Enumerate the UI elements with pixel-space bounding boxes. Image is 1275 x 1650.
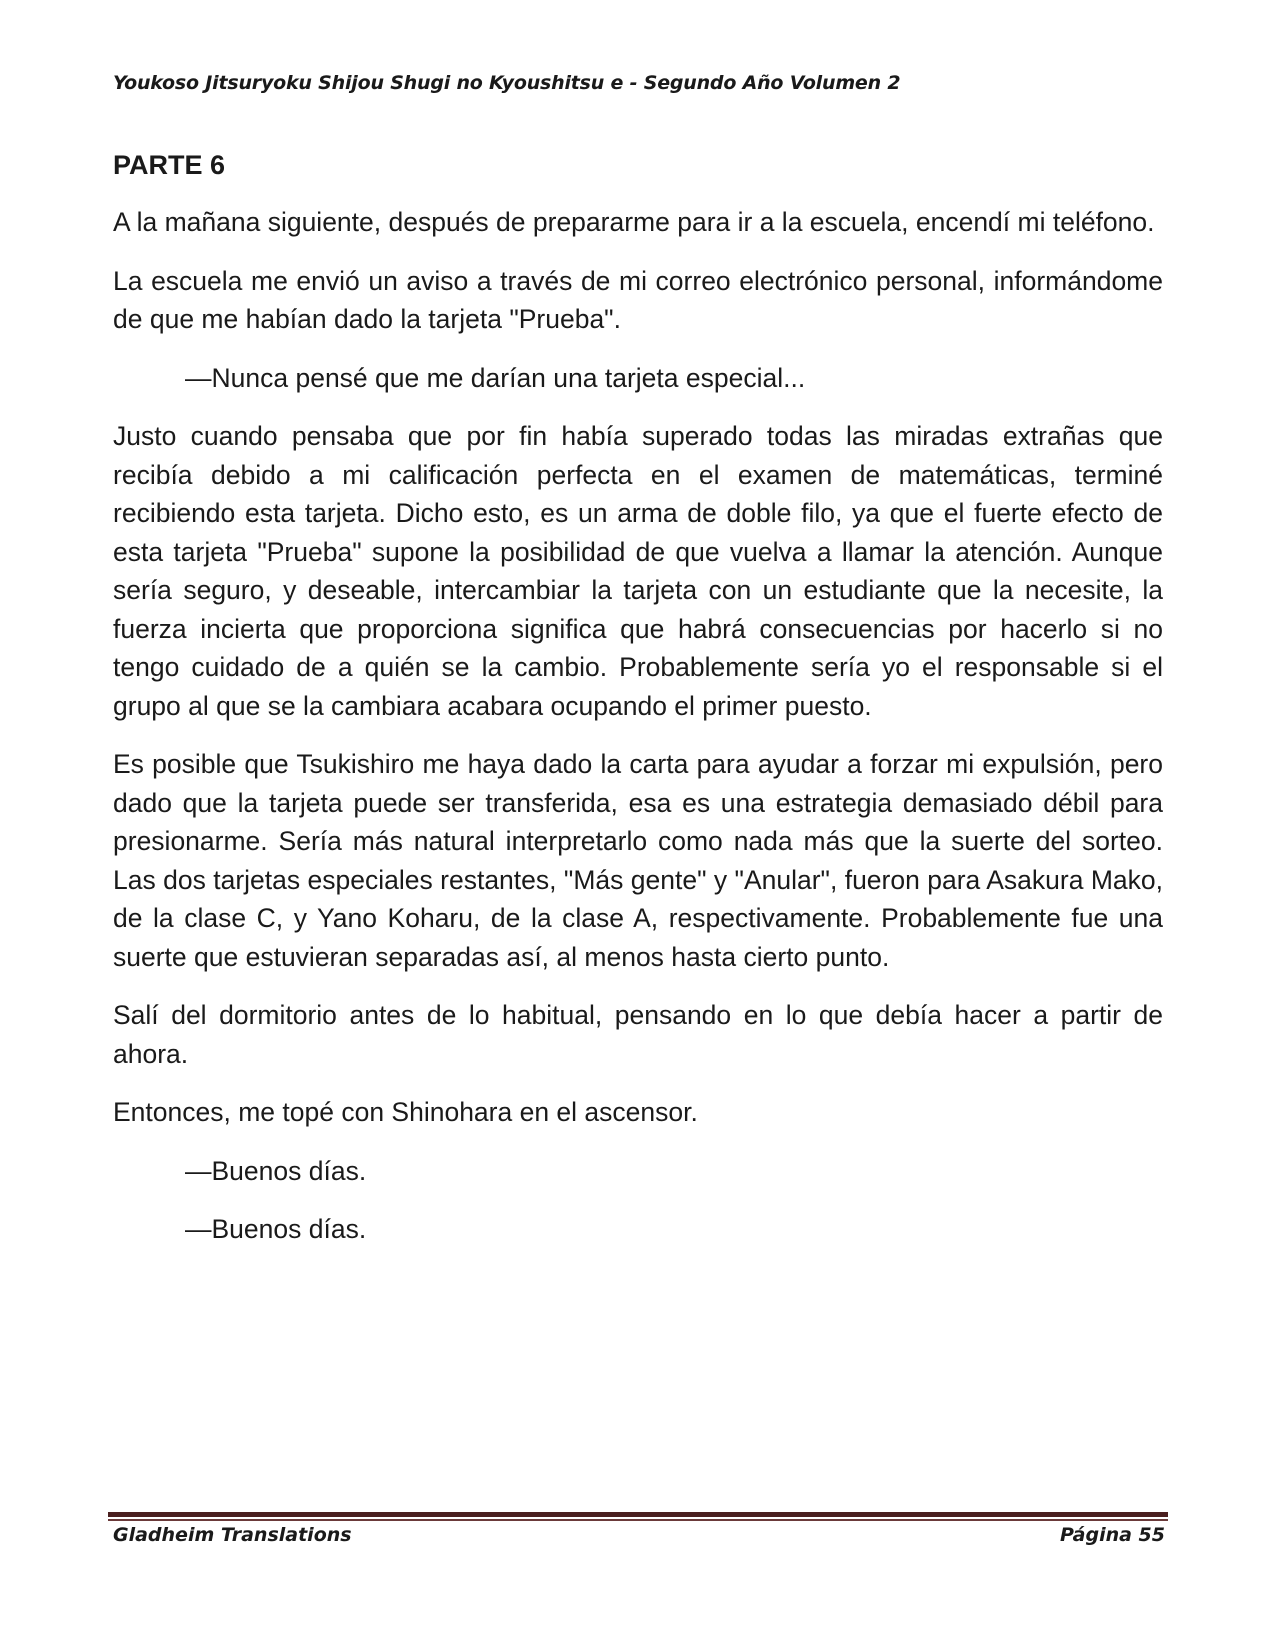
dialogue-line: —Buenos días. <box>185 1214 367 1244</box>
paragraph: Salí del dormitorio antes de lo habitual, pensando en lo que debía hacer a partir de ahora. <box>113 1000 1163 1069</box>
dialogue-line: —Nunca pensé que me darían una tarjeta especial... <box>185 362 806 393</box>
dialogue-line: —Buenos días. <box>185 1155 367 1186</box>
paragraph: Justo cuando pensaba que por fin había superado todas las miradas extrañas que recibía debido a mi calificación perfecta en el examen de matemáticas, terminé recibiendo esta tarjeta. Dicho esto, es un arma de doble filo, ya que el fuerte efecto de esta tarjeta "Prueba" supone la posibilidad de que vuelva a llamar la atención. Aunque sería seguro, y deseable, intercambiar la tarjeta con un estudiante que la necesite, la fuerza incierta que proporciona significa que habrá consecuencias por hacerlo si no tengo cuidado de a quién se la cambio. Probablemente sería yo el responsable si el grupo al que se la cambiara acabara ocupando el primer puesto. <box>113 421 1163 721</box>
page-footer <box>113 1524 1165 1546</box>
paragraph: Entonces, me topé con Shinohara en el ascensor. <box>113 1097 698 1127</box>
running-header: Youkoso Jitsuryoku Shijou Shugi no Kyoushitsu e - Segundo Año Volumen 2 <box>113 72 901 94</box>
footer-credit: Gladheim Translations <box>113 1524 352 1546</box>
paragraph: A la mañana siguiente, después de prepararme para ir a la escuela, encendí mi teléfono. <box>113 207 1155 237</box>
page-body <box>113 146 1163 1269</box>
footer-divider <box>108 1512 1168 1521</box>
section-title: PARTE 6 <box>113 150 226 180</box>
paragraph: La escuela me envió un aviso a través de mi correo electrónico personal, informándome de que me habían dado la tarjeta "Prueba". <box>113 265 1163 334</box>
paragraph: Es posible que Tsukishiro me haya dado la carta para ayudar a forzar mi expulsión, pero dado que la tarjeta puede ser transferida, esa es una estrategia demasiado débil para presionarme. Sería más natural interpretarlo como nada más que la suerte del sorteo. Las dos tarjetas especiales restantes, "Más gente" y "Anular", fueron para Asakura Mako, de la clase C, y Yano Koharu, de la clase A, respectivamente. Probablemente fue una suerte que estuvieran separadas así, al menos hasta cierto punto. <box>113 749 1163 972</box>
page-number: Página 55 <box>1059 1524 1165 1546</box>
